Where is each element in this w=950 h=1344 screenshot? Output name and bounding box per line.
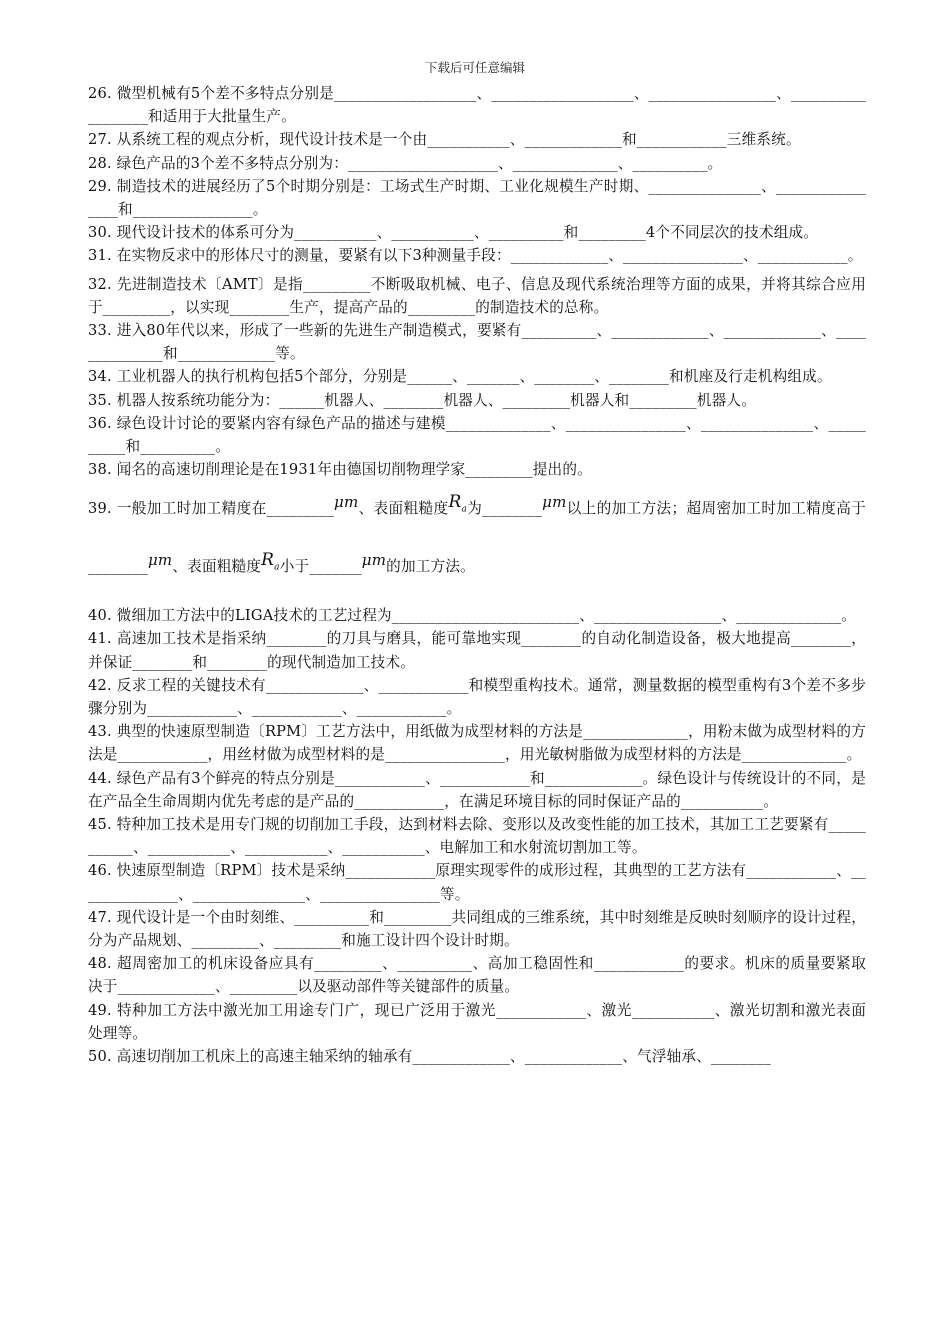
- q39-text-2: 、表面粗糙度: [358, 500, 449, 518]
- q39-text-7: 的加工方法。: [386, 557, 475, 575]
- question-31: 31. 在实物反求中的形体尺寸的测量，要紧有以下3种测量手段：_____________、________________、____________。: [88, 247, 863, 265]
- question-45: 45. 特种加工技术是用专门规的切削加工手段，达到材料去除、变形以及改变性能的加工技术，其加工工艺要紧有___________、___________、___________、___________、电解加工和水射流切割加工等。: [88, 816, 866, 857]
- question-48: 48. 超周密加工的机床设备应具有_________、__________、高加工稳固性和____________的要求。机床的质量要紧取决于_____________、_________以及驱动部件等关键部件的质量。: [88, 955, 866, 996]
- micrometer-symbol: μm: [147, 550, 173, 569]
- question-47: 47. 现代设计是一个由时刻维、__________和_________共同组成的三维系统，其中时刻维是反映时刻顺序的设计过程，分为产品规划、_________、_________和施工设计四个设计时期。: [88, 908, 866, 950]
- question-41: 41. 高速加工技术是指采纳________的刀具与磨具，能可靠地实现________的自动化制造设备，极大地提高________，并保证________和________的现代制造加工技术。: [88, 630, 866, 671]
- q39-text-1: 39. 一般加工时加工精度在_________: [88, 500, 335, 518]
- q39-text-3: 为________: [467, 500, 543, 518]
- q39-text-6: 小于_______: [279, 557, 362, 575]
- question-26: 26. 微型机械有5个差不多特点分别是___________________、___________________、_________________、__________________和适用于大批量生产。: [88, 85, 866, 126]
- micrometer-symbol: μm: [334, 493, 359, 512]
- question-list: [88, 82, 866, 1068]
- q39-text-5: 、表面粗糙度: [172, 557, 262, 575]
- question-35: 35. 机器人按系统功能分为：______机器人、________机器人、_________机器人和_________机器人。: [88, 391, 756, 409]
- question-28: 28. 绿色产品的3个差不多特点分别为：____________________、______________、__________。: [88, 154, 723, 172]
- question-32: 32. 先进制造技术〔AMT〕是指_________不断吸取机械、电子、信息及现代系统治理等方面的成果，并将其综合应用于_________，以实现________生产，提高产品的_________的制造技术的总称。: [88, 275, 866, 316]
- question-49: 49. 特种加工方法中激光加工用途专门广，现已广泛用于激光____________、激光___________、激光切割和激光表面处理等。: [88, 1001, 866, 1042]
- roughness-ra-symbol: $R_a$: [261, 549, 280, 573]
- question-30: 30. 现代设计技术的体系可分为___________、___________、__________和_________4个不同层次的技术组成。: [88, 224, 819, 242]
- question-50: 50. 高速切削加工机床上的高速主轴采纳的轴承有_____________、_____________、气浮轴承、________: [88, 1048, 771, 1066]
- roughness-ra-symbol: $R_a$: [448, 492, 468, 515]
- question-38: 38. 闻名的高速切削理论是在1931年由德国切削物理学家_________提出的。: [88, 461, 592, 479]
- question-33: 33. 进入80年代以来，形成了一些新的先进生产制造模式，要紧有__________、_____________、_____________、______________和_____________等。: [88, 322, 866, 363]
- question-36: 36. 绿色设计讨论的要紧内容有绿色产品的描述与建模______________、________________、_______________、__________和__________。: [88, 414, 866, 456]
- question-46: 46. 快速原型制造〔RPM〕技术是采纳____________原理实现零件的成形过程，其典型的工艺方法有____________、______________、_______________、________________等。: [88, 862, 866, 903]
- question-40: 40. 微细加工方法中的LIGA技术的工艺过程为_________________________、_________________、______________。: [88, 607, 857, 625]
- micrometer-symbol: μm: [361, 550, 387, 569]
- q39-text-4: 以上的加工方法；超周密加工时加工精度高于________: [88, 500, 866, 575]
- question-43: 43. 典型的快速原型制造〔RPM〕工艺方法中，用纸做为成型材料的方法是______________，用粉末做为成型材料的方法是____________，用丝材做为成型材料的是________________，用光敏树脂做为成型材料的方法是______________。: [88, 723, 866, 764]
- question-27: 27. 从系统工程的观点分析，现代设计技术是一个由___________、_____________和____________三维系统。: [88, 131, 801, 149]
- question-39: [88, 483, 866, 598]
- micrometer-symbol: μm: [542, 493, 567, 512]
- question-29: 29. 制造技术的进展经历了5个时期分别是：工场式生产时期、工业化规模生产时期、_______________、________________和________________。: [88, 177, 866, 219]
- question-42: 42. 反求工程的关键技术有_____________、____________和模型重构技术。通常，测量数据的模型重构有3个差不多步骤分别为____________、____________、____________。: [88, 676, 866, 718]
- question-34: 34. 工业机器人的执行机构包括5个部分，分别是______、_______、________、________和机座及行走机构组成。: [88, 368, 832, 386]
- page-header: 下载后可任意编辑: [424, 60, 525, 75]
- question-44: 44. 绿色产品有3个鲜亮的特点分别是____________、____________和_____________。绿色设计与传统设计的不同，是在产品全生命周期内优先考虑的是产品的____________，在满足环境目标的同时保证产品的___________。: [88, 769, 866, 810]
